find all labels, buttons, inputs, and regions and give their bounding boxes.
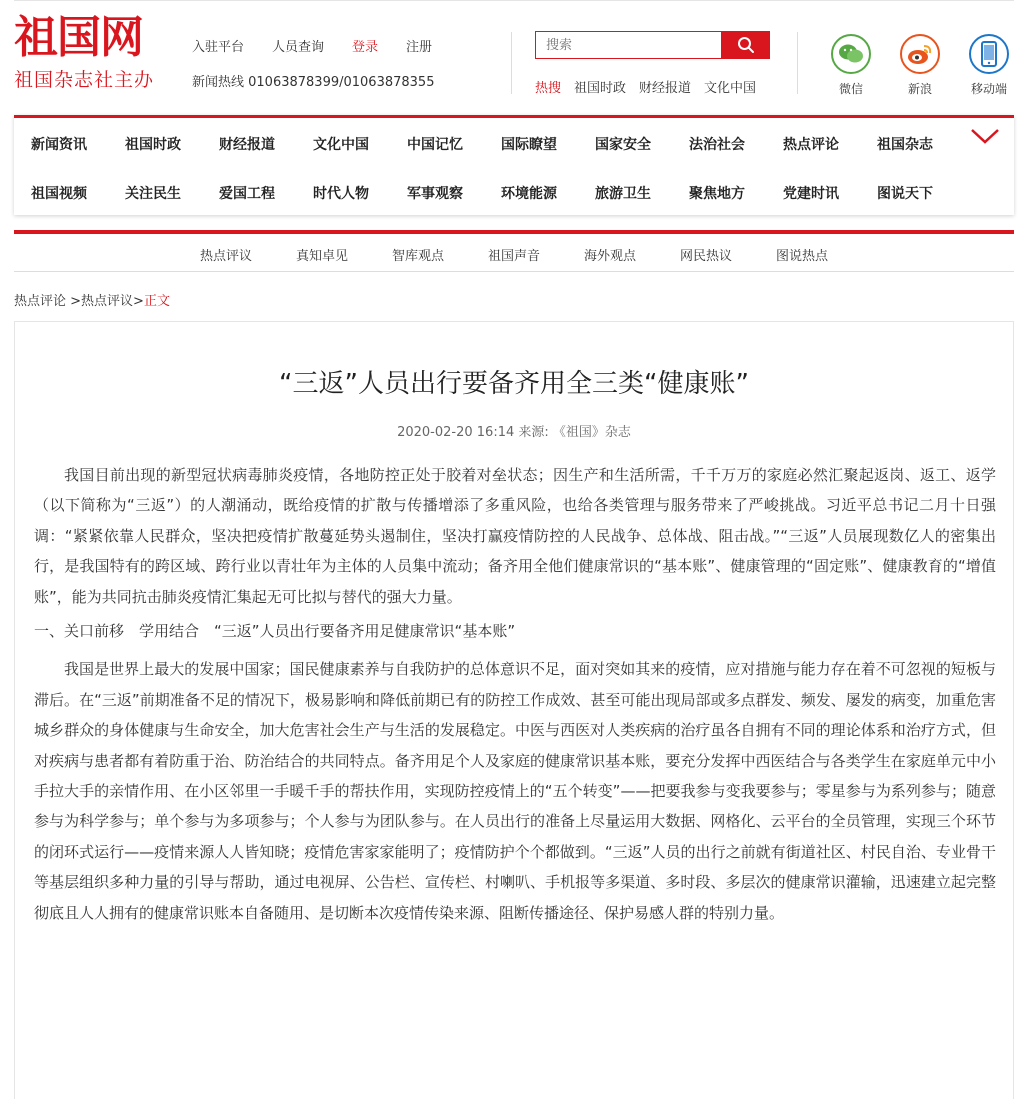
- breadcrumb-current: 正文: [143, 294, 170, 309]
- nav-item[interactable]: 祖国时政: [125, 137, 181, 153]
- site-logo[interactable]: [14, 12, 174, 92]
- breadcrumb-hot-comment[interactable]: 热点评论: [14, 294, 67, 309]
- nav-item[interactable]: 爱国工程: [219, 186, 275, 202]
- breadcrumb-hot-review[interactable]: >热点评议>: [66, 294, 144, 309]
- nav-item[interactable]: 祖国视频: [31, 186, 87, 202]
- nav-row: [31, 134, 971, 154]
- article-paragraph: 我国是世界上最大的发展中国家；国民健康素养与自我防护的总体意识不足，面对突如其来的疫情，应对措施与能力存在着不可忽视的短板与滞后。在“三返”前期准备不足的情况下，极易影响和降低前期已有的防控工作成效、甚至可能出现局部或多点群发、频发、屡发的病变，加重危害城乡群众的身体健康与生命安全，加大危害社会生产与生活的发展稳定。中医与西医对人类疾病的治疗虽各自拥有不同的理论体系和治疗方式，但对疾病与患者都有着防重于治、防治结合的共同特点。备齐用足个人及家庭的健康常识基本账，要充分发挥中西医结合与各类学生在家庭单元中小手拉大手的亲情作用、在小区邻里一手暖千手的帮扶作用，实现防控疫情上的“五个转变”——把要我参与变我要参与；零星参与为系列参与；随意参与为科学参与；单个参与为多项参与；个人参与为团队参与。在人员出行的准备上尽量运用大数据、网格化、云平台的全员管理，实现三个环节的闭环式运行——疫情来源人人皆知晓；疫情危害家家能明了；疫情防护个个都做到。“三返”人员的出行之前就有街道社区、村民自治、专业骨干等基层组织多种力量的引导与帮助，通过电视屏、公告栏、宣传栏、村喇叭、手机报等多渠道、多时段、多层次的健康常识灌输，迅速建立起完整彻底且人人拥有的健康常识账本自备随用、是切断本次疫情传染来源、阻断传播途径、保护易感人群的特别力量。: [34, 660, 996, 922]
- nav-item[interactable]: 国际瞭望: [501, 137, 557, 153]
- staff-query-link[interactable]: 人员查询: [272, 40, 325, 55]
- subnav-item[interactable]: 图说热点: [776, 249, 829, 264]
- nav-item[interactable]: 文化中国: [313, 137, 369, 153]
- weibo-link[interactable]: [890, 34, 950, 97]
- search-icon: [737, 36, 755, 54]
- breadcrumb: [14, 290, 170, 309]
- nav-item[interactable]: 时代人物: [313, 186, 369, 202]
- nav-item[interactable]: 中国记忆: [407, 137, 463, 153]
- quick-link-politics[interactable]: 祖国时政: [574, 81, 627, 96]
- quick-link-finance[interactable]: 财经报道: [639, 81, 692, 96]
- weibo-label: 新浪: [907, 82, 932, 96]
- quick-link-culture[interactable]: 文化中国: [704, 81, 757, 96]
- article-title: “三返”人员出行要备齐用全三类“健康账”: [279, 369, 749, 399]
- subnav-item[interactable]: 热点评议: [199, 249, 252, 264]
- section-red-bar: [14, 230, 1014, 234]
- nav-item[interactable]: 热点评论: [783, 137, 839, 153]
- nav-item[interactable]: 法治社会: [689, 137, 745, 153]
- sub-nav: [14, 236, 1014, 272]
- nav-item[interactable]: 旅游卫生: [595, 186, 651, 202]
- wechat-label: 微信: [838, 82, 863, 96]
- mobile-link[interactable]: [959, 34, 1019, 97]
- subnav-item[interactable]: 智库观点: [391, 249, 444, 264]
- header-divider: [511, 32, 512, 94]
- weibo-icon: [900, 34, 940, 74]
- article-paragraph: 我国目前出现的新型冠状病毒肺炎疫情，各地防控正处于胶着对垒状态；因生产和生活所需，千千万万的家庭必然汇聚起返岗、返工、返学（以下简称为“三返”）的人潮涌动，既给疫情的扩散与传播增添了多重风险，也给各类管理与服务带来了严峻挑战。习近平总书记二月十日强调：“紧紧依靠人民群众，坚决把疫情扩散蔓延势头遏制住，坚决打赢疫情防控的人民战争、总体战、阻击战。”“三返”人员展现数亿人的密集出行，是我国特有的跨区域、跨行业以青壮年为主体的人员集中流动；备齐用全他们健康常识的“基本账”、健康管理的“固定账”、健康教育的“增值账”，能为共同抗击肺炎疫情汇集起无可比拟与替代的强大力量。: [34, 466, 996, 606]
- nav-item[interactable]: 环境能源: [501, 186, 557, 202]
- chevron-down-icon: [970, 127, 1000, 145]
- quick-links: [535, 77, 756, 96]
- nav-item[interactable]: 军事观察: [407, 186, 463, 202]
- logo-title: 祖国网: [14, 12, 143, 63]
- nav-item[interactable]: 新闻资讯: [31, 137, 87, 153]
- nav-item[interactable]: 国家安全: [595, 137, 651, 153]
- nav-item[interactable]: 财经报道: [219, 137, 275, 153]
- nav-item[interactable]: 关注民生: [125, 186, 181, 202]
- article-meta: 2020-02-20 16:14 来源: 《祖国》杂志: [397, 425, 631, 440]
- logo-subtitle: 祖国杂志社主办: [14, 69, 155, 91]
- article-section-heading: 一、关口前移 学用结合 “三返”人员出行要备齐用足健康常识“基本账”: [34, 622, 516, 641]
- main-nav: [14, 115, 1014, 215]
- wechat-link[interactable]: [821, 34, 881, 97]
- subnav-item[interactable]: 真知卓见: [295, 249, 348, 264]
- hot-search-link[interactable]: 热搜: [535, 81, 562, 96]
- nav-item[interactable]: 祖国杂志: [877, 137, 933, 153]
- subnav-item[interactable]: 海外观点: [584, 249, 637, 264]
- top-rule: [14, 0, 1014, 1]
- search-input[interactable]: [535, 31, 721, 59]
- join-platform-link[interactable]: 入驻平台: [192, 40, 245, 55]
- subnav-item[interactable]: 祖国声音: [487, 249, 540, 264]
- subnav-item[interactable]: 网民热议: [680, 249, 733, 264]
- news-hotline: 新闻热线 01063878399/01063878355: [192, 75, 435, 90]
- header-divider: [797, 32, 798, 94]
- nav-item[interactable]: 党建时讯: [783, 186, 839, 202]
- mobile-icon: [969, 34, 1009, 74]
- top-links: [192, 36, 432, 55]
- nav-item[interactable]: 聚焦地方: [689, 186, 745, 202]
- nav-expand-toggle[interactable]: [970, 127, 1000, 149]
- article-body: [34, 460, 996, 928]
- nav-item[interactable]: 图说天下: [877, 186, 933, 202]
- mobile-label: 移动端: [970, 82, 1007, 96]
- register-link[interactable]: 注册: [406, 40, 433, 55]
- search-button[interactable]: [721, 31, 770, 59]
- wechat-icon: [831, 34, 871, 74]
- search-box: [535, 31, 770, 59]
- nav-row: [31, 183, 971, 203]
- login-link[interactable]: 登录: [352, 40, 379, 55]
